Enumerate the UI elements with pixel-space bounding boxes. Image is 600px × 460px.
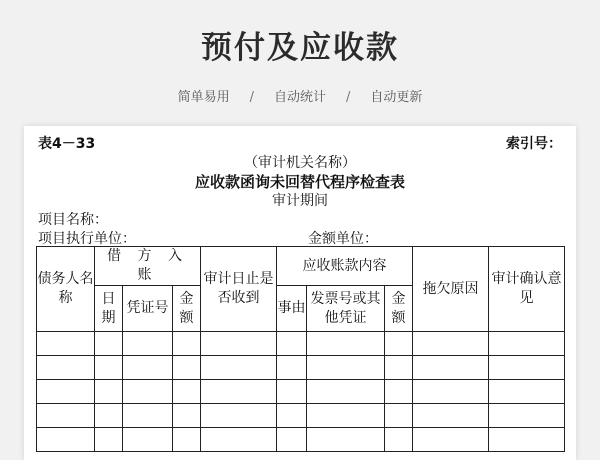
index-number-label: 索引号： [506, 136, 562, 152]
table-cell[interactable] [277, 428, 307, 452]
table-cell[interactable] [307, 332, 385, 356]
table-cell[interactable] [307, 356, 385, 380]
table-cell[interactable] [413, 356, 489, 380]
table-cell[interactable] [489, 356, 565, 380]
table-cell[interactable] [37, 356, 95, 380]
col-amount-content: 金额 [385, 286, 413, 332]
table-cell[interactable] [95, 428, 123, 452]
table-cell[interactable] [95, 380, 123, 404]
table-cell[interactable] [201, 404, 277, 428]
amount-unit-label: 金额单位： [308, 231, 378, 247]
col-audit-confirmation: 审计确认意见 [489, 247, 565, 332]
table-cell[interactable] [95, 356, 123, 380]
table-cell[interactable] [385, 404, 413, 428]
col-amount-debit: 金额 [173, 286, 201, 332]
table-cell[interactable] [277, 356, 307, 380]
table-cell[interactable] [201, 356, 277, 380]
table-cell[interactable] [37, 404, 95, 428]
project-name-label: 项目名称： [38, 212, 108, 228]
table-cell[interactable] [385, 428, 413, 452]
table-cell[interactable] [307, 380, 385, 404]
table-cell[interactable] [201, 332, 277, 356]
table-cell[interactable] [385, 356, 413, 380]
col-debtor-name: 债务人名称 [37, 247, 95, 332]
page-title: 预付及应收款 [201, 30, 399, 66]
table-cell[interactable] [37, 428, 95, 452]
col-reason: 事由 [277, 286, 307, 332]
executing-unit-label: 项目执行单位： [38, 231, 136, 247]
table-cell[interactable] [173, 332, 201, 356]
table-cell[interactable] [37, 332, 95, 356]
table-cell[interactable] [123, 356, 173, 380]
table-row [37, 356, 565, 380]
table-cell[interactable] [413, 332, 489, 356]
table-cell[interactable] [123, 428, 173, 452]
table-cell[interactable] [173, 404, 201, 428]
table-cell[interactable] [307, 404, 385, 428]
table-cell[interactable] [201, 380, 277, 404]
table-row [37, 380, 565, 404]
tag-separator: / [249, 90, 254, 105]
table-cell[interactable] [489, 404, 565, 428]
table-cell[interactable] [95, 404, 123, 428]
table-cell[interactable] [489, 428, 565, 452]
form-title: 应收款函询未回替代程序检查表 [194, 173, 405, 191]
table-cell[interactable] [123, 380, 173, 404]
table-row [37, 332, 565, 356]
audit-period: 审计期间 [272, 193, 328, 209]
table-row [37, 428, 565, 452]
table-cell[interactable] [385, 380, 413, 404]
table-cell[interactable] [277, 380, 307, 404]
audit-org-name: （审计机关名称） [244, 155, 356, 171]
table-cell[interactable] [201, 428, 277, 452]
table-cell[interactable] [173, 428, 201, 452]
tag-auto-update: 自动更新 [370, 90, 423, 105]
col-invoice-no: 发票号或其他凭证 [307, 286, 385, 332]
feature-tags [0, 86, 600, 105]
col-debit-entry: 借 方 入 账 [95, 247, 201, 286]
table-cell[interactable] [489, 332, 565, 356]
spreadsheet-preview [24, 126, 576, 460]
check-table [36, 246, 565, 452]
table-number: 表4－33 [38, 136, 96, 152]
table-cell[interactable] [95, 332, 123, 356]
table-cell[interactable] [489, 380, 565, 404]
table-row [37, 404, 565, 428]
table-cell[interactable] [307, 428, 385, 452]
table-cell[interactable] [173, 356, 201, 380]
col-received-by-audit-date: 审计日止是否收到 [201, 247, 277, 332]
tag-separator: / [346, 90, 351, 105]
col-receivable-content: 应收账款内容 [277, 247, 413, 286]
table-cell[interactable] [277, 332, 307, 356]
tag-auto-stat: 自动统计 [273, 90, 326, 105]
table-cell[interactable] [277, 404, 307, 428]
table-cell[interactable] [413, 428, 489, 452]
table-cell[interactable] [413, 380, 489, 404]
table-cell[interactable] [123, 404, 173, 428]
table-cell[interactable] [173, 380, 201, 404]
table-cell[interactable] [385, 332, 413, 356]
col-date: 日期 [95, 286, 123, 332]
tag-easy: 简单易用 [177, 90, 230, 105]
col-voucher-no: 凭证号 [123, 286, 173, 332]
table-cell[interactable] [413, 404, 489, 428]
table-cell[interactable] [123, 332, 173, 356]
col-arrears-reason: 拖欠原因 [413, 247, 489, 332]
table-cell[interactable] [37, 380, 95, 404]
